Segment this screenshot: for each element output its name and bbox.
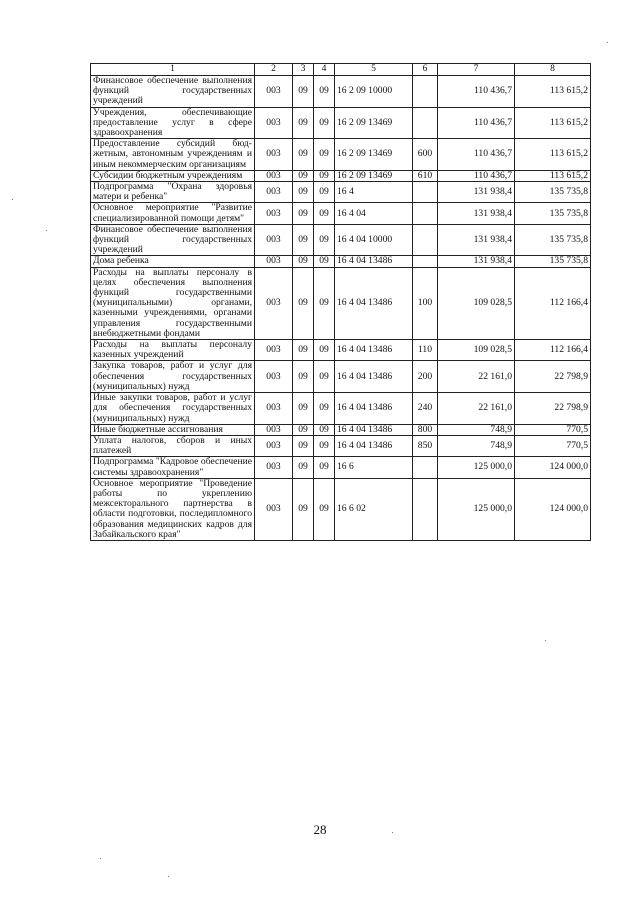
table-body	[91, 76, 591, 541]
table-row	[91, 361, 591, 393]
row-amount-year-2: 135 735,8	[515, 224, 591, 256]
row-section-code: 09	[293, 107, 314, 139]
row-expense-type	[413, 478, 438, 540]
row-section-code: 09	[293, 457, 314, 478]
row-target-article: 16 4 04 13486	[335, 340, 413, 361]
row-amount-year-1: 109 028,5	[438, 340, 515, 361]
row-name: Финансовое обеспечение выполнения функций государственных учреждений	[91, 224, 255, 256]
row-target-article: 16 4 04 10000	[335, 224, 413, 256]
row-target-article: 16 4 04 13486	[335, 361, 413, 393]
row-target-article: 16 4 04 13486	[335, 393, 413, 425]
row-amount-year-2: 135 735,8	[515, 256, 591, 267]
row-amount-year-1: 131 938,4	[438, 256, 515, 267]
row-ved-code: 003	[255, 107, 293, 139]
row-expense-type	[413, 107, 438, 139]
row-amount-year-1: 22 161,0	[438, 361, 515, 393]
budget-table	[90, 63, 591, 541]
row-amount-year-1: 110 436,7	[438, 170, 515, 181]
row-section-code: 09	[293, 182, 314, 203]
row-expense-type: 610	[413, 170, 438, 181]
row-ved-code: 003	[255, 457, 293, 478]
row-target-article: 16 4 04 13486	[335, 435, 413, 456]
row-target-article: 16 4 04 13486	[335, 256, 413, 267]
row-section-code: 09	[293, 361, 314, 393]
row-target-article: 16 6 02	[335, 478, 413, 540]
row-subsection-code: 09	[314, 170, 335, 181]
row-amount-year-2: 113 615,2	[515, 139, 591, 171]
table-row	[91, 267, 591, 339]
row-target-article: 16 4 04	[335, 203, 413, 224]
header-row	[91, 64, 591, 76]
header-col-7: 7	[438, 64, 515, 76]
row-subsection-code: 09	[314, 393, 335, 425]
table-row	[91, 170, 591, 181]
row-amount-year-2: 113 615,2	[515, 107, 591, 139]
table-row	[91, 457, 591, 478]
row-amount-year-1: 125 000,0	[438, 478, 515, 540]
header-col-6: 6	[413, 64, 438, 76]
row-name: Расходы на выплаты персоналу в целях обеспечения выполнения функций государственными (муниципальными) органами, казенными учреждениями, органами управления государственными внебюджетными фондами	[91, 267, 255, 339]
row-amount-year-2: 135 735,8	[515, 203, 591, 224]
row-ved-code: 003	[255, 435, 293, 456]
row-name: Закупка товаров, работ и услуг для обеспечения государственных (муниципальных) нужд	[91, 361, 255, 393]
row-target-article: 16 2 09 13469	[335, 139, 413, 171]
row-expense-type	[413, 203, 438, 224]
row-target-article: 16 4 04 13486	[335, 267, 413, 339]
row-name: Иные бюджетные ассигнования	[91, 424, 255, 435]
row-amount-year-1: 109 028,5	[438, 267, 515, 339]
header-col-1: 1	[91, 64, 255, 76]
row-ved-code: 003	[255, 478, 293, 540]
header-col-4: 4	[314, 64, 335, 76]
header-col-8: 8	[515, 64, 591, 76]
table-row	[91, 256, 591, 267]
table-row	[91, 182, 591, 203]
row-expense-type: 800	[413, 424, 438, 435]
row-name: Уплата налогов, сборов и иных платежей	[91, 435, 255, 456]
row-amount-year-1: 22 161,0	[438, 393, 515, 425]
row-amount-year-2: 770,5	[515, 424, 591, 435]
row-amount-year-2: 124 000,0	[515, 478, 591, 540]
table-row	[91, 203, 591, 224]
row-name: Дома ребенка	[91, 256, 255, 267]
row-target-article: 16 2 09 10000	[335, 76, 413, 108]
page-number: 28	[313, 822, 327, 837]
row-subsection-code: 09	[314, 267, 335, 339]
scan-speck	[545, 640, 546, 641]
row-section-code: 09	[293, 170, 314, 181]
row-amount-year-1: 125 000,0	[438, 457, 515, 478]
table-row	[91, 224, 591, 256]
table-row	[91, 435, 591, 456]
header-col-5: 5	[335, 64, 413, 76]
row-subsection-code: 09	[314, 435, 335, 456]
row-amount-year-2: 135 735,8	[515, 182, 591, 203]
header-col-3: 3	[293, 64, 314, 76]
row-amount-year-1: 748,9	[438, 424, 515, 435]
row-amount-year-1: 131 938,4	[438, 203, 515, 224]
row-section-code: 09	[293, 424, 314, 435]
row-target-article: 16 2 09 13469	[335, 107, 413, 139]
row-expense-type: 600	[413, 139, 438, 171]
row-amount-year-1: 131 938,4	[438, 224, 515, 256]
row-section-code: 09	[293, 478, 314, 540]
row-amount-year-2: 770,5	[515, 435, 591, 456]
row-ved-code: 003	[255, 340, 293, 361]
table-row	[91, 424, 591, 435]
row-ved-code: 003	[255, 76, 293, 108]
row-ved-code: 003	[255, 224, 293, 256]
row-expense-type: 240	[413, 393, 438, 425]
row-ved-code: 003	[255, 182, 293, 203]
table-row	[91, 107, 591, 139]
scan-speck	[392, 832, 393, 833]
row-amount-year-2: 113 615,2	[515, 170, 591, 181]
row-ved-code: 003	[255, 203, 293, 224]
row-section-code: 09	[293, 393, 314, 425]
row-ved-code: 003	[255, 139, 293, 171]
row-subsection-code: 09	[314, 256, 335, 267]
row-target-article: 16 4 04 13486	[335, 424, 413, 435]
row-amount-year-2: 22 798,9	[515, 393, 591, 425]
row-subsection-code: 09	[314, 340, 335, 361]
row-subsection-code: 09	[314, 224, 335, 256]
row-section-code: 09	[293, 267, 314, 339]
row-ved-code: 003	[255, 361, 293, 393]
row-section-code: 09	[293, 224, 314, 256]
row-ved-code: 003	[255, 267, 293, 339]
row-section-code: 09	[293, 435, 314, 456]
row-ved-code: 003	[255, 256, 293, 267]
row-name: Учреждения, обеспечивающие предоставление услуг в сфере здравоохранения	[91, 107, 255, 139]
row-subsection-code: 09	[314, 139, 335, 171]
row-amount-year-2: 22 798,9	[515, 361, 591, 393]
row-section-code: 09	[293, 76, 314, 108]
row-amount-year-1: 131 938,4	[438, 182, 515, 203]
scan-speck	[607, 42, 608, 43]
row-section-code: 09	[293, 256, 314, 267]
row-name: Подпрограмма "Кадровое обеспечение системы здравоохранения"	[91, 457, 255, 478]
row-amount-year-1: 110 436,7	[438, 139, 515, 171]
table-row	[91, 393, 591, 425]
row-amount-year-1: 110 436,7	[438, 76, 515, 108]
row-name: Субсидии бюджетным учреждениям	[91, 170, 255, 181]
row-subsection-code: 09	[314, 424, 335, 435]
row-expense-type: 100	[413, 267, 438, 339]
table-row	[91, 139, 591, 171]
header-col-2: 2	[255, 64, 293, 76]
table-row	[91, 76, 591, 108]
row-ved-code: 003	[255, 393, 293, 425]
row-amount-year-2: 112 166,4	[515, 267, 591, 339]
row-expense-type	[413, 256, 438, 267]
row-expense-type: 850	[413, 435, 438, 456]
row-section-code: 09	[293, 203, 314, 224]
scan-speck	[46, 230, 47, 231]
scan-speck	[168, 876, 169, 877]
row-subsection-code: 09	[314, 107, 335, 139]
row-subsection-code: 09	[314, 76, 335, 108]
row-amount-year-1: 748,9	[438, 435, 515, 456]
row-expense-type	[413, 182, 438, 203]
row-name: Расходы на выплаты персоналу казенных учреждений	[91, 340, 255, 361]
row-name: Предоставление субсидий бюджетным, автономным учреждениям и иным некоммерческим организациям	[91, 139, 255, 171]
row-target-article: 16 6	[335, 457, 413, 478]
row-name: Основное мероприятие "Проведение работы по укреплению межсекторального партнерства в области подготовки, последипломного образования медицинских кадров для Забайкальского края"	[91, 478, 255, 540]
row-ved-code: 003	[255, 170, 293, 181]
row-expense-type	[413, 224, 438, 256]
row-name: Основное мероприятие "Развитие специализированной помощи детям"	[91, 203, 255, 224]
row-subsection-code: 09	[314, 203, 335, 224]
row-name: Финансовое обеспечение выполнения функций государственных учреждений	[91, 76, 255, 108]
scan-speck	[100, 858, 101, 859]
row-name: Иные закупки товаров, работ и услуг для обеспечения государственных (муниципальных) нужд	[91, 393, 255, 425]
row-subsection-code: 09	[314, 478, 335, 540]
scan-speck	[12, 199, 13, 200]
table-row	[91, 478, 591, 540]
table-header	[91, 64, 591, 76]
row-expense-type	[413, 457, 438, 478]
row-subsection-code: 09	[314, 361, 335, 393]
row-expense-type: 200	[413, 361, 438, 393]
row-expense-type: 110	[413, 340, 438, 361]
row-subsection-code: 09	[314, 457, 335, 478]
table-row	[91, 340, 591, 361]
row-target-article: 16 2 09 13469	[335, 170, 413, 181]
row-subsection-code: 09	[314, 182, 335, 203]
row-ved-code: 003	[255, 424, 293, 435]
row-section-code: 09	[293, 139, 314, 171]
row-section-code: 09	[293, 340, 314, 361]
row-amount-year-2: 113 615,2	[515, 76, 591, 108]
row-target-article: 16 4	[335, 182, 413, 203]
row-expense-type	[413, 76, 438, 108]
row-amount-year-2: 124 000,0	[515, 457, 591, 478]
row-name: Подпрограмма "Охрана здоровья матери и ребенка"	[91, 182, 255, 203]
row-amount-year-1: 110 436,7	[438, 107, 515, 139]
row-amount-year-2: 112 166,4	[515, 340, 591, 361]
